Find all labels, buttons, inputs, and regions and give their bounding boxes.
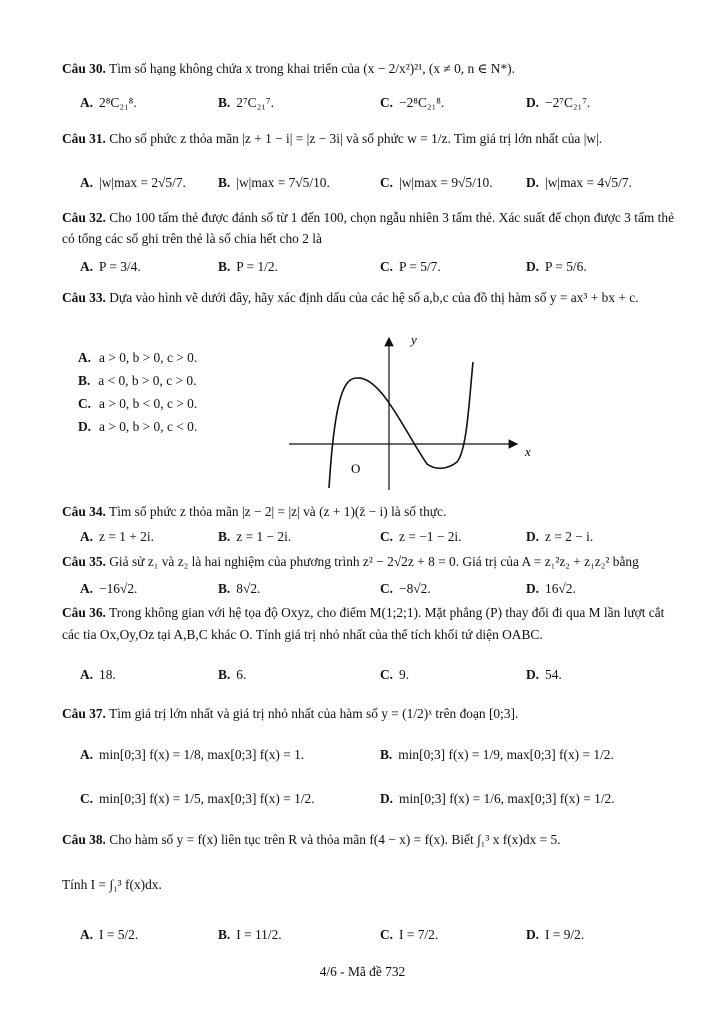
question-stem: Cho số phức z thỏa mãn |z + 1 − i| = |z − 3i| và số phức w = 1/z. Tìm giá trị lớn nhất của |w|. [109, 131, 603, 146]
question-36 [62, 602, 685, 646]
option-b[interactable]: B. a < 0, b > 0, c > 0. [78, 373, 197, 388]
option-d[interactable]: D. 54. [526, 667, 562, 682]
question-stem: Tìm số hạng không chứa x trong khai triển của (x − 2/x²)²¹, (x ≠ 0, n ∈ N*). [109, 61, 515, 76]
question-stem-2: Tính I = ∫₁³ f(x)dx. [62, 877, 162, 892]
options-31 [80, 172, 680, 194]
question-33 [62, 287, 685, 308]
options-30 [80, 92, 680, 114]
question-31 [62, 128, 685, 149]
options-37-row1 [80, 744, 680, 766]
question-32 [62, 207, 685, 249]
options-36 [80, 664, 680, 686]
option-a[interactable]: A. z = 1 + 2i. [80, 529, 154, 544]
question-38 [62, 829, 685, 850]
x-axis-label: x [525, 444, 531, 459]
option-a[interactable]: A. I = 5/2. [80, 927, 139, 942]
options-38 [80, 924, 680, 946]
question-35 [62, 551, 685, 572]
origin-label: O [351, 461, 361, 476]
option-d[interactable]: D. −2⁷C₂₁⁷. [526, 95, 591, 110]
question-stem: Trong không gian với hệ tọa độ Oxyz, cho điểm M(1;2;1). Mặt phẳng (P) thay đổi đi qua M lần lượt cắt các tia Ox,Oy,Oz tại A,B,C khác O. Tính giá trị nhỏ nhất của thể tích khối tứ diện OABC. [62, 605, 665, 642]
option-b[interactable]: B. 6. [218, 667, 247, 682]
option-d[interactable]: D. a > 0, b > 0, c < 0. [78, 419, 198, 434]
options-35 [80, 578, 680, 600]
option-a[interactable]: A. P = 3/4. [80, 259, 141, 274]
option-c[interactable]: C. I = 7/2. [380, 927, 439, 942]
question-number: Câu 32. [62, 210, 106, 225]
option-b[interactable]: B. 2⁷C₂₁⁷. [218, 95, 274, 110]
option-a[interactable]: A. 2⁸C₂₁⁸. [80, 95, 137, 110]
option-d[interactable]: D. z = 2 − i. [526, 529, 594, 544]
question-stem: Cho hàm số y = f(x) liên tục trên R và thỏa mãn f(4 − x) = f(x). Biết ∫₁³ x f(x)dx = 5. [109, 832, 561, 847]
question-stem: Tìm giá trị lớn nhất và giá trị nhỏ nhất của hàm số y = (1/2)ˣ trên đoạn [0;3]. [109, 706, 519, 721]
question-number: Câu 37. [62, 706, 106, 721]
page-footer: 4/6 - Mã đề 732 [319, 964, 406, 979]
question-number: Câu 35. [62, 554, 106, 569]
question-30 [62, 58, 685, 79]
option-c[interactable]: C. 9. [380, 667, 410, 682]
option-c[interactable]: C. −2⁸C₂₁⁸. [380, 95, 445, 110]
question-38-continuation [62, 874, 685, 895]
option-c[interactable]: C. z = −1 − 2i. [380, 529, 462, 544]
question-number: Câu 30. [62, 61, 106, 76]
cubic-graph [285, 332, 535, 492]
options-33 [78, 346, 197, 438]
option-d[interactable]: D. I = 9/2. [526, 927, 585, 942]
question-number: Câu 34. [62, 504, 106, 519]
question-number: Câu 38. [62, 832, 106, 847]
question-number: Câu 33. [62, 290, 106, 305]
option-c[interactable]: C. min[0;3] f(x) = 1/5, max[0;3] f(x) = 1/2. [80, 791, 315, 806]
y-axis-label: y [411, 332, 417, 347]
question-stem: Tìm số phức z thỏa mãn |z − 2| = |z| và (z + 1)(z̄ − i) là số thực. [109, 504, 447, 519]
option-b[interactable]: B. P = 1/2. [218, 259, 278, 274]
option-c[interactable]: C. a > 0, b < 0, c > 0. [78, 396, 198, 411]
option-a[interactable]: A. −16√2. [80, 581, 138, 596]
question-34 [62, 501, 685, 522]
option-d[interactable]: D. |w|max = 4√5/7. [526, 175, 632, 190]
option-c[interactable]: C. |w|max = 9√5/10. [380, 175, 493, 190]
option-c[interactable]: C. −8√2. [380, 581, 431, 596]
question-stem: Giả sử z₁ và z₂ là hai nghiệm của phương trình z² − 2√2z + 8 = 0. Giá trị của A = z₁²z₂ + z₁z₂² bằng [109, 554, 639, 569]
option-b[interactable]: B. I = 11/2. [218, 927, 282, 942]
option-b[interactable]: B. z = 1 − 2i. [218, 529, 292, 544]
option-d[interactable]: D. 16√2. [526, 581, 576, 596]
option-b[interactable]: B. min[0;3] f(x) = 1/9, max[0;3] f(x) = 1/2. [380, 747, 614, 762]
option-d[interactable]: D. P = 5/6. [526, 259, 587, 274]
option-b[interactable]: B. 8√2. [218, 581, 261, 596]
question-number: Câu 31. [62, 131, 106, 146]
question-stem: Dựa vào hình vẽ dưới đây, hãy xác định dấu của các hệ số a,b,c của đồ thị hàm số y = ax³ + bx + c. [109, 290, 639, 305]
option-a[interactable]: A. |w|max = 2√5/7. [80, 175, 186, 190]
option-c[interactable]: C. P = 5/7. [380, 259, 441, 274]
option-a[interactable]: A. min[0;3] f(x) = 1/8, max[0;3] f(x) = 1. [80, 747, 305, 762]
option-d[interactable]: D. min[0;3] f(x) = 1/6, max[0;3] f(x) = 1/2. [380, 791, 615, 806]
question-stem: Cho 100 tấm thẻ được đánh số từ 1 đến 100, chọn ngẫu nhiên 3 tấm thẻ. Xác suất để chọn được 3 tấm thẻ có tổng các số ghi trên thẻ là số chia hết cho 2 là [62, 210, 675, 246]
option-b[interactable]: B. |w|max = 7√5/10. [218, 175, 330, 190]
options-32 [80, 256, 680, 278]
question-37 [62, 703, 685, 724]
question-number: Câu 36. [62, 605, 106, 620]
options-34 [80, 526, 680, 548]
option-a[interactable]: A. 18. [80, 667, 116, 682]
option-a[interactable]: A. a > 0, b > 0, c > 0. [78, 350, 198, 365]
options-37-row2 [80, 788, 680, 810]
